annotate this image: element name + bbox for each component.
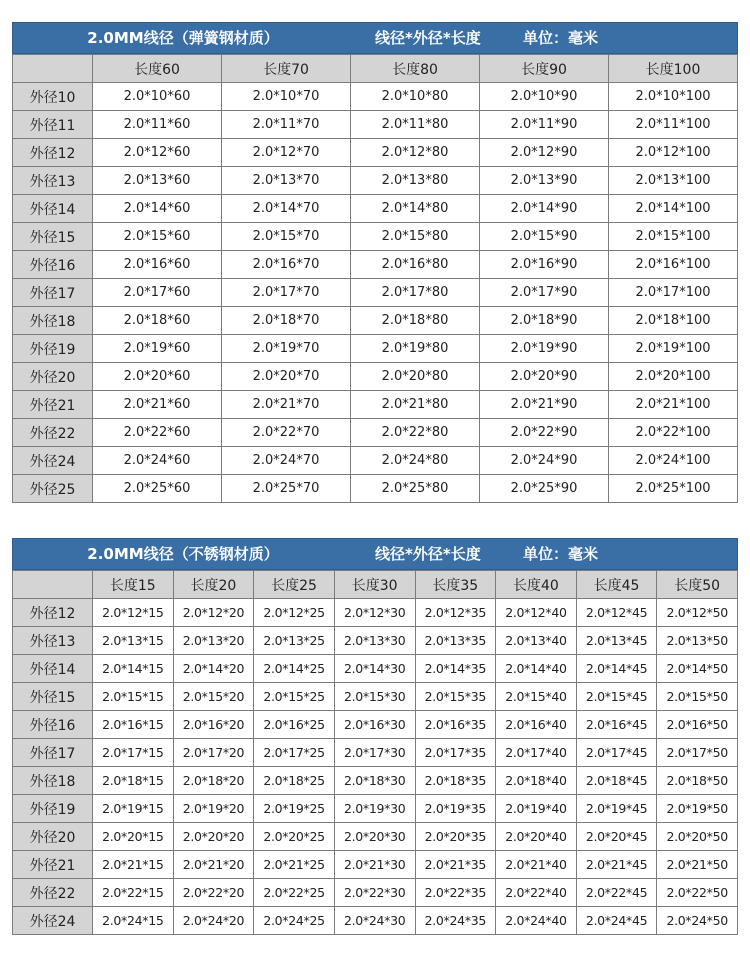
- spec-cell: 2.0*19*70: [222, 335, 351, 363]
- spec-cell: 2.0*20*80: [351, 363, 480, 391]
- table-row: [13, 851, 738, 879]
- spec-cell: 2.0*24*80: [351, 447, 480, 475]
- spec-cell: 2.0*17*70: [222, 279, 351, 307]
- table-row: [13, 711, 738, 739]
- row-header: 外径18: [13, 767, 93, 795]
- row-header: 外径13: [13, 167, 93, 195]
- spec-cell: 2.0*22*15: [93, 879, 174, 907]
- row-header: 外径11: [13, 111, 93, 139]
- spec-cell: 2.0*19*35: [415, 795, 496, 823]
- spec-cell: 2.0*11*80: [351, 111, 480, 139]
- spec-cell: 2.0*12*40: [496, 599, 577, 627]
- header-row: [13, 571, 738, 599]
- spec-table-spring-steel: [12, 22, 738, 503]
- spec-cell: 2.0*17*80: [351, 279, 480, 307]
- spec-cell: 2.0*17*90: [480, 279, 609, 307]
- spec-cell: 2.0*18*100: [609, 307, 738, 335]
- spec-cell: 2.0*10*100: [609, 83, 738, 111]
- spec-cell: 2.0*21*60: [93, 391, 222, 419]
- column-header: 长度80: [351, 55, 480, 83]
- spec-cell: 2.0*13*100: [609, 167, 738, 195]
- spec-cell: 2.0*14*60: [93, 195, 222, 223]
- spec-cell: 2.0*22*40: [496, 879, 577, 907]
- spec-cell: 2.0*14*30: [334, 655, 415, 683]
- spec-cell: 2.0*14*45: [576, 655, 657, 683]
- spec-cell: 2.0*15*35: [415, 683, 496, 711]
- spec-cell: 2.0*24*100: [609, 447, 738, 475]
- row-header: 外径19: [13, 335, 93, 363]
- spec-cell: 2.0*14*100: [609, 195, 738, 223]
- dimension-format: 线径*外径*长度: [375, 29, 481, 47]
- spec-cell: 2.0*15*30: [334, 683, 415, 711]
- spec-cell: 2.0*13*15: [93, 627, 174, 655]
- row-header: 外径21: [13, 391, 93, 419]
- spec-cell: 2.0*21*30: [334, 851, 415, 879]
- row-header: 外径15: [13, 683, 93, 711]
- row-header: 外径22: [13, 879, 93, 907]
- spec-cell: 2.0*13*30: [334, 627, 415, 655]
- spec-cell: 2.0*25*70: [222, 475, 351, 503]
- spec-cell: 2.0*19*25: [254, 795, 335, 823]
- spec-cell: 2.0*22*50: [657, 879, 738, 907]
- spec-cell: 2.0*16*20: [173, 711, 254, 739]
- spec-cell: 2.0*13*60: [93, 167, 222, 195]
- spec-cell: 2.0*18*45: [576, 767, 657, 795]
- spec-cell: 2.0*13*45: [576, 627, 657, 655]
- spec-cell: 2.0*24*25: [254, 907, 335, 935]
- table-row: [13, 795, 738, 823]
- spec-cell: 2.0*14*40: [496, 655, 577, 683]
- column-header: 长度15: [93, 571, 174, 599]
- spec-cell: 2.0*14*80: [351, 195, 480, 223]
- spec-cell: 2.0*18*35: [415, 767, 496, 795]
- row-header: 外径13: [13, 627, 93, 655]
- unit-label: 单位：毫米: [523, 29, 599, 47]
- unit-label: 单位：毫米: [523, 545, 599, 563]
- spec-cell: 2.0*18*20: [173, 767, 254, 795]
- row-header: 外径20: [13, 823, 93, 851]
- table-row: [13, 739, 738, 767]
- table-row: [13, 655, 738, 683]
- spec-cell: 2.0*12*50: [657, 599, 738, 627]
- spec-cell: 2.0*10*80: [351, 83, 480, 111]
- column-header: 长度100: [609, 55, 738, 83]
- column-header: 长度35: [415, 571, 496, 599]
- spec-cell: 2.0*10*70: [222, 83, 351, 111]
- spec-cell: 2.0*21*50: [657, 851, 738, 879]
- spec-cell: 2.0*16*90: [480, 251, 609, 279]
- table-row: [13, 83, 738, 111]
- row-header: 外径14: [13, 195, 93, 223]
- spec-cell: 2.0*18*90: [480, 307, 609, 335]
- spec-cell: 2.0*14*25: [254, 655, 335, 683]
- spec-cell: 2.0*21*100: [609, 391, 738, 419]
- spec-cell: 2.0*17*60: [93, 279, 222, 307]
- table-row: [13, 251, 738, 279]
- row-header: 外径17: [13, 279, 93, 307]
- spec-cell: 2.0*15*100: [609, 223, 738, 251]
- spec-cell: 2.0*12*90: [480, 139, 609, 167]
- spec-cell: 2.0*22*20: [173, 879, 254, 907]
- spec-cell: 2.0*16*25: [254, 711, 335, 739]
- spec-cell: 2.0*21*25: [254, 851, 335, 879]
- spec-cell: 2.0*13*35: [415, 627, 496, 655]
- table-row: [13, 167, 738, 195]
- column-header: 长度50: [657, 571, 738, 599]
- spec-cell: 2.0*17*15: [93, 739, 174, 767]
- spec-cell: 2.0*12*25: [254, 599, 335, 627]
- spec-cell: 2.0*22*70: [222, 419, 351, 447]
- spec-cell: 2.0*13*25: [254, 627, 335, 655]
- spec-cell: 2.0*12*15: [93, 599, 174, 627]
- spec-cell: 2.0*18*30: [334, 767, 415, 795]
- spec-cell: 2.0*15*60: [93, 223, 222, 251]
- spec-cell: 2.0*22*45: [576, 879, 657, 907]
- column-header: 长度90: [480, 55, 609, 83]
- spec-cell: 2.0*24*45: [576, 907, 657, 935]
- spec-cell: 2.0*20*45: [576, 823, 657, 851]
- spec-cell: 2.0*13*90: [480, 167, 609, 195]
- table-row: [13, 475, 738, 503]
- spec-cell: 2.0*20*90: [480, 363, 609, 391]
- table-row: [13, 363, 738, 391]
- table-title: 2.0MM线径（弹簧钢材质）: [87, 29, 279, 47]
- spec-cell: 2.0*22*90: [480, 419, 609, 447]
- row-header: 外径16: [13, 711, 93, 739]
- column-header: 长度70: [222, 55, 351, 83]
- spec-cell: 2.0*25*100: [609, 475, 738, 503]
- table-row: [13, 391, 738, 419]
- table-row: [13, 683, 738, 711]
- table-row: [13, 111, 738, 139]
- spec-cell: 2.0*19*90: [480, 335, 609, 363]
- column-header: 长度25: [254, 571, 335, 599]
- row-header: 外径20: [13, 363, 93, 391]
- row-header: 外径24: [13, 907, 93, 935]
- corner-cell: [13, 571, 93, 599]
- table-row: [13, 335, 738, 363]
- spec-cell: 2.0*24*15: [93, 907, 174, 935]
- spec-cell: 2.0*15*70: [222, 223, 351, 251]
- spec-cell: 2.0*24*60: [93, 447, 222, 475]
- spec-cell: 2.0*19*40: [496, 795, 577, 823]
- spec-cell: 2.0*20*30: [334, 823, 415, 851]
- spec-cell: 2.0*14*70: [222, 195, 351, 223]
- spec-cell: 2.0*24*40: [496, 907, 577, 935]
- spec-cell: 2.0*15*90: [480, 223, 609, 251]
- row-header: 外径24: [13, 447, 93, 475]
- spec-cell: 2.0*21*80: [351, 391, 480, 419]
- spec-cell: 2.0*22*35: [415, 879, 496, 907]
- spec-cell: 2.0*24*30: [334, 907, 415, 935]
- spec-cell: 2.0*13*40: [496, 627, 577, 655]
- spec-cell: 2.0*25*80: [351, 475, 480, 503]
- spec-cell: 2.0*21*70: [222, 391, 351, 419]
- table-row: [13, 139, 738, 167]
- spec-cell: 2.0*18*70: [222, 307, 351, 335]
- spec-cell: 2.0*20*25: [254, 823, 335, 851]
- spec-cell: 2.0*24*90: [480, 447, 609, 475]
- spec-cell: 2.0*16*60: [93, 251, 222, 279]
- spec-cell: 2.0*17*35: [415, 739, 496, 767]
- dimension-format: 线径*外径*长度: [375, 545, 481, 563]
- spec-cell: 2.0*17*40: [496, 739, 577, 767]
- spec-cell: 2.0*13*70: [222, 167, 351, 195]
- column-header: 长度20: [173, 571, 254, 599]
- spec-cell: 2.0*19*30: [334, 795, 415, 823]
- spec-cell: 2.0*22*25: [254, 879, 335, 907]
- table-row: [13, 823, 738, 851]
- spec-cell: 2.0*17*20: [173, 739, 254, 767]
- table-row: [13, 879, 738, 907]
- row-header: 外径10: [13, 83, 93, 111]
- spec-cell: 2.0*24*50: [657, 907, 738, 935]
- spec-cell: 2.0*11*100: [609, 111, 738, 139]
- spec-cell: 2.0*11*90: [480, 111, 609, 139]
- spec-cell: 2.0*19*60: [93, 335, 222, 363]
- spec-cell: 2.0*20*35: [415, 823, 496, 851]
- spec-cell: 2.0*22*100: [609, 419, 738, 447]
- spec-cell: 2.0*20*20: [173, 823, 254, 851]
- table-row: [13, 599, 738, 627]
- row-header: 外径19: [13, 795, 93, 823]
- spec-cell: 2.0*18*25: [254, 767, 335, 795]
- table-row: [13, 307, 738, 335]
- column-header: 长度45: [576, 571, 657, 599]
- spec-cell: 2.0*19*50: [657, 795, 738, 823]
- table-row: [13, 627, 738, 655]
- spec-cell: 2.0*15*25: [254, 683, 335, 711]
- spec-cell: 2.0*20*70: [222, 363, 351, 391]
- spec-cell: 2.0*25*60: [93, 475, 222, 503]
- spec-cell: 2.0*15*15: [93, 683, 174, 711]
- table-row: [13, 907, 738, 935]
- spec-cell: 2.0*20*100: [609, 363, 738, 391]
- table-title: 2.0MM线径（不锈钢材质）: [87, 545, 279, 563]
- spec-cell: 2.0*21*15: [93, 851, 174, 879]
- row-header: 外径12: [13, 599, 93, 627]
- spec-cell: 2.0*24*35: [415, 907, 496, 935]
- table-row: [13, 195, 738, 223]
- row-header: 外径14: [13, 655, 93, 683]
- spec-cell: 2.0*17*45: [576, 739, 657, 767]
- spec-cell: 2.0*19*45: [576, 795, 657, 823]
- spec-cell: 2.0*12*20: [173, 599, 254, 627]
- spec-cell: 2.0*16*70: [222, 251, 351, 279]
- spec-cell: 2.0*12*60: [93, 139, 222, 167]
- spec-cell: 2.0*12*80: [351, 139, 480, 167]
- row-header: 外径17: [13, 739, 93, 767]
- spec-cell: 2.0*16*45: [576, 711, 657, 739]
- spec-cell: 2.0*21*90: [480, 391, 609, 419]
- spec-cell: 2.0*14*20: [173, 655, 254, 683]
- column-header: 长度30: [334, 571, 415, 599]
- spec-cell: 2.0*14*50: [657, 655, 738, 683]
- spec-cell: 2.0*21*45: [576, 851, 657, 879]
- spec-cell: 2.0*15*20: [173, 683, 254, 711]
- spec-cell: 2.0*15*45: [576, 683, 657, 711]
- spec-cell: 2.0*13*50: [657, 627, 738, 655]
- spec-cell: 2.0*24*20: [173, 907, 254, 935]
- row-header: 外径25: [13, 475, 93, 503]
- spec-cell: 2.0*12*35: [415, 599, 496, 627]
- row-header: 外径12: [13, 139, 93, 167]
- spec-cell: 2.0*24*70: [222, 447, 351, 475]
- table-title-banner: [12, 538, 738, 570]
- spec-cell: 2.0*10*90: [480, 83, 609, 111]
- row-header: 外径16: [13, 251, 93, 279]
- header-row: [13, 55, 738, 83]
- spec-cell: 2.0*15*40: [496, 683, 577, 711]
- spec-cell: 2.0*18*50: [657, 767, 738, 795]
- spec-cell: 2.0*16*35: [415, 711, 496, 739]
- spec-cell: 2.0*19*80: [351, 335, 480, 363]
- spec-table-stainless-steel: [12, 538, 738, 935]
- spec-cell: 2.0*22*80: [351, 419, 480, 447]
- spec-cell: 2.0*14*35: [415, 655, 496, 683]
- spec-cell: 2.0*21*40: [496, 851, 577, 879]
- spec-cell: 2.0*16*50: [657, 711, 738, 739]
- spec-cell: 2.0*17*100: [609, 279, 738, 307]
- spec-cell: 2.0*15*50: [657, 683, 738, 711]
- table-row: [13, 419, 738, 447]
- spec-cell: 2.0*22*60: [93, 419, 222, 447]
- spec-cell: 2.0*14*15: [93, 655, 174, 683]
- spec-cell: 2.0*20*40: [496, 823, 577, 851]
- spec-cell: 2.0*22*30: [334, 879, 415, 907]
- corner-cell: [13, 55, 93, 83]
- row-header: 外径22: [13, 419, 93, 447]
- table-row: [13, 447, 738, 475]
- spec-cell: 2.0*25*90: [480, 475, 609, 503]
- spec-cell: 2.0*20*60: [93, 363, 222, 391]
- spec-cell: 2.0*11*60: [93, 111, 222, 139]
- row-header: 外径21: [13, 851, 93, 879]
- spec-cell: 2.0*18*40: [496, 767, 577, 795]
- table-title-banner: [12, 22, 738, 54]
- spec-cell: 2.0*11*70: [222, 111, 351, 139]
- row-header: 外径15: [13, 223, 93, 251]
- table-row: [13, 279, 738, 307]
- spec-cell: 2.0*18*80: [351, 307, 480, 335]
- spec-cell: 2.0*21*20: [173, 851, 254, 879]
- row-header: 外径18: [13, 307, 93, 335]
- spec-cell: 2.0*18*15: [93, 767, 174, 795]
- spec-cell: 2.0*16*40: [496, 711, 577, 739]
- spec-cell: 2.0*21*35: [415, 851, 496, 879]
- spec-cell: 2.0*10*60: [93, 83, 222, 111]
- spec-cell: 2.0*20*50: [657, 823, 738, 851]
- spec-cell: 2.0*18*60: [93, 307, 222, 335]
- spec-cell: 2.0*16*100: [609, 251, 738, 279]
- table-row: [13, 767, 738, 795]
- column-header: 长度60: [93, 55, 222, 83]
- spec-cell: 2.0*13*80: [351, 167, 480, 195]
- spec-cell: 2.0*17*30: [334, 739, 415, 767]
- table-row: [13, 223, 738, 251]
- spec-cell: 2.0*12*45: [576, 599, 657, 627]
- spec-cell: 2.0*12*100: [609, 139, 738, 167]
- spec-cell: 2.0*13*20: [173, 627, 254, 655]
- spec-cell: 2.0*16*15: [93, 711, 174, 739]
- spec-cell: 2.0*19*20: [173, 795, 254, 823]
- spec-cell: 2.0*15*80: [351, 223, 480, 251]
- column-header: 长度40: [496, 571, 577, 599]
- spec-cell: 2.0*12*30: [334, 599, 415, 627]
- spec-cell: 2.0*14*90: [480, 195, 609, 223]
- spec-cell: 2.0*17*25: [254, 739, 335, 767]
- spec-cell: 2.0*19*15: [93, 795, 174, 823]
- spec-cell: 2.0*12*70: [222, 139, 351, 167]
- spec-cell: 2.0*16*30: [334, 711, 415, 739]
- spec-cell: 2.0*17*50: [657, 739, 738, 767]
- spec-grid: [12, 570, 738, 935]
- spec-grid: [12, 54, 738, 503]
- spec-cell: 2.0*16*80: [351, 251, 480, 279]
- spec-cell: 2.0*19*100: [609, 335, 738, 363]
- spec-cell: 2.0*20*15: [93, 823, 174, 851]
